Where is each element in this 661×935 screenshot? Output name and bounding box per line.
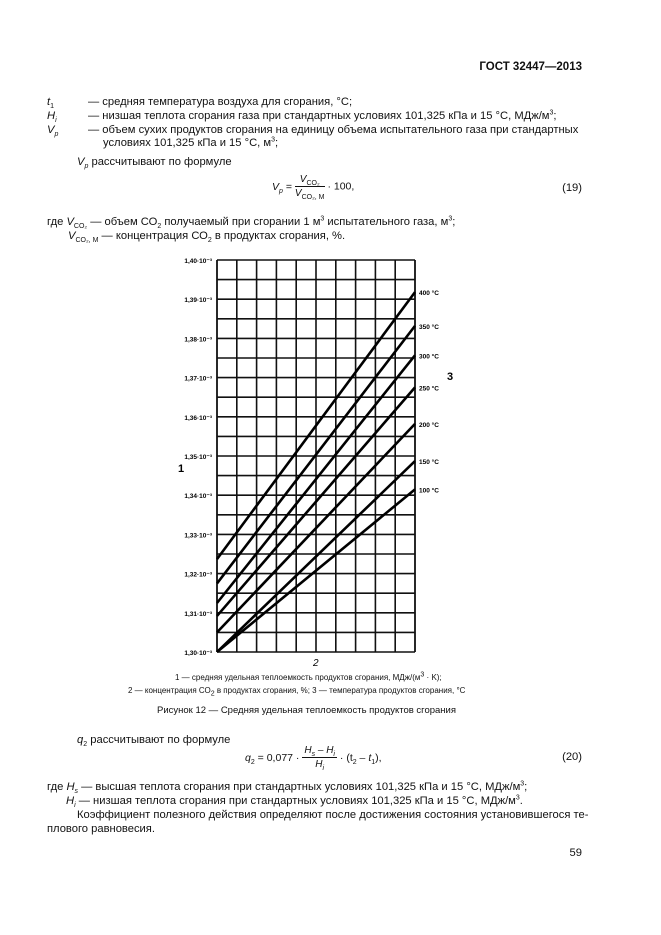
formula-20: $q_2 = 0,077$ · $\frac{H_s - H_i}{H_i}$ · $(t_2 - t_1)$,	[245, 745, 382, 772]
definition-vp-text: — объем сухих продуктов сгорания на единицу объема испытательного газа при стандартных	[88, 124, 579, 136]
where-20-line-1: где $H_s$ — высшая теплота сгорания при стандартных условиях 101,325 кПа и 15 °С, МДж/$м^3$;	[47, 780, 528, 796]
chart-legend-line-2: 2 — концентрация $СО_2$ в продуктах сгорания, %; 3 — температура продуктов сгорания, °С	[128, 686, 466, 698]
y-tick-label: 1,37·10⁻³	[184, 375, 212, 383]
series-label-5: 150 °C	[419, 459, 439, 467]
document-standard-number: ГОСТ 32447—2013	[479, 61, 582, 73]
series-label-0: 400 °C	[419, 290, 439, 298]
series-label-2: 300 °C	[419, 353, 439, 361]
paragraph-line-2: плового равновесия.	[47, 823, 155, 835]
formula-19-number: (19)	[562, 182, 582, 194]
series-label-4: 200 °C	[419, 421, 439, 429]
y-tick-label: 1,30·10⁻³	[184, 650, 212, 657]
y-tick-label: 1,38·10⁻³	[184, 336, 212, 344]
series-label-6: 100 °C	[419, 487, 439, 495]
definition-vp: $V_р$	[47, 124, 59, 139]
where-19-line-1: где $V_{CO_2}$ — объем $СО_2$ получаемый при сгорании 1 $м^3$ испытательного газа, $м^3$;	[47, 215, 456, 231]
formula-19-intro: $V_р$ рассчитывают по формуле	[77, 156, 232, 171]
chart-y-axis-label: 1	[178, 463, 185, 475]
formula-19: $V_р$ = $\frac{V_{CO_2}}{V_{CO_2, M}}$ · 100,	[272, 174, 355, 201]
definition-t1: $t_1$	[47, 96, 55, 111]
definition-hi-text: — низшая теплота сгорания газа при стандартных условиях 101,325 кПа и 15 °С, МДж/$м^3$;	[88, 109, 557, 122]
chart-right-axis-label: 3	[447, 371, 454, 383]
formula-20-intro: $q_2$ рассчитывают по формуле	[77, 734, 231, 749]
series-label-3: 250 °C	[419, 385, 439, 393]
chart-y-ticks	[184, 258, 212, 657]
y-tick-label: 1,33·10⁻³	[184, 532, 212, 540]
y-tick-label: 1,31·10⁻³	[184, 610, 212, 618]
figure-caption: Рисунок 12 — Средняя удельная теплоемкость продуктов сгорания	[157, 705, 456, 716]
paragraph-line-1: Коэффициент полезного действия определяют после достижения состояния установившегося те-	[77, 809, 589, 821]
y-tick-label: 1,34·10⁻³	[184, 493, 212, 501]
where-20-line-2: $H_i$ — низшая теплота сгорания при стандартных условиях 101,325 кПа и 15 °С, МДж/$м^3$.	[66, 794, 523, 810]
y-tick-label: 1,40·10⁻³	[184, 258, 212, 265]
y-tick-label: 1,39·10⁻³	[184, 297, 212, 305]
y-tick-label: 1,35·10⁻³	[184, 454, 212, 461]
page-number: 59	[569, 847, 582, 859]
definition-t1-text: — средняя температура воздуха для сгорания, °С;	[88, 96, 353, 108]
series-label-1: 350 °C	[419, 323, 439, 331]
formula-20-number: (20)	[562, 751, 582, 763]
chart-series-labels	[419, 289, 439, 494]
chart-x-axis-label: 2	[313, 658, 319, 669]
y-tick-label: 1,32·10⁻³	[184, 571, 212, 579]
chart-legend-line-1: 1 — средняя удельная теплоемкость продуктов сгорания, МДж/$(м^3 \cdot K)$;	[175, 671, 442, 682]
definition-hi: $H_i$	[47, 110, 57, 125]
definition-vp-text-cont: условиях 101,325 кПа и 15 °С, $м^3$;	[103, 136, 279, 149]
y-tick-label: 1,36·10⁻³	[184, 414, 212, 422]
where-19-line-2: $V_{CO_2, M}$ — концентрация $СО_2$ в продуктах сгорания, %.	[68, 230, 346, 245]
